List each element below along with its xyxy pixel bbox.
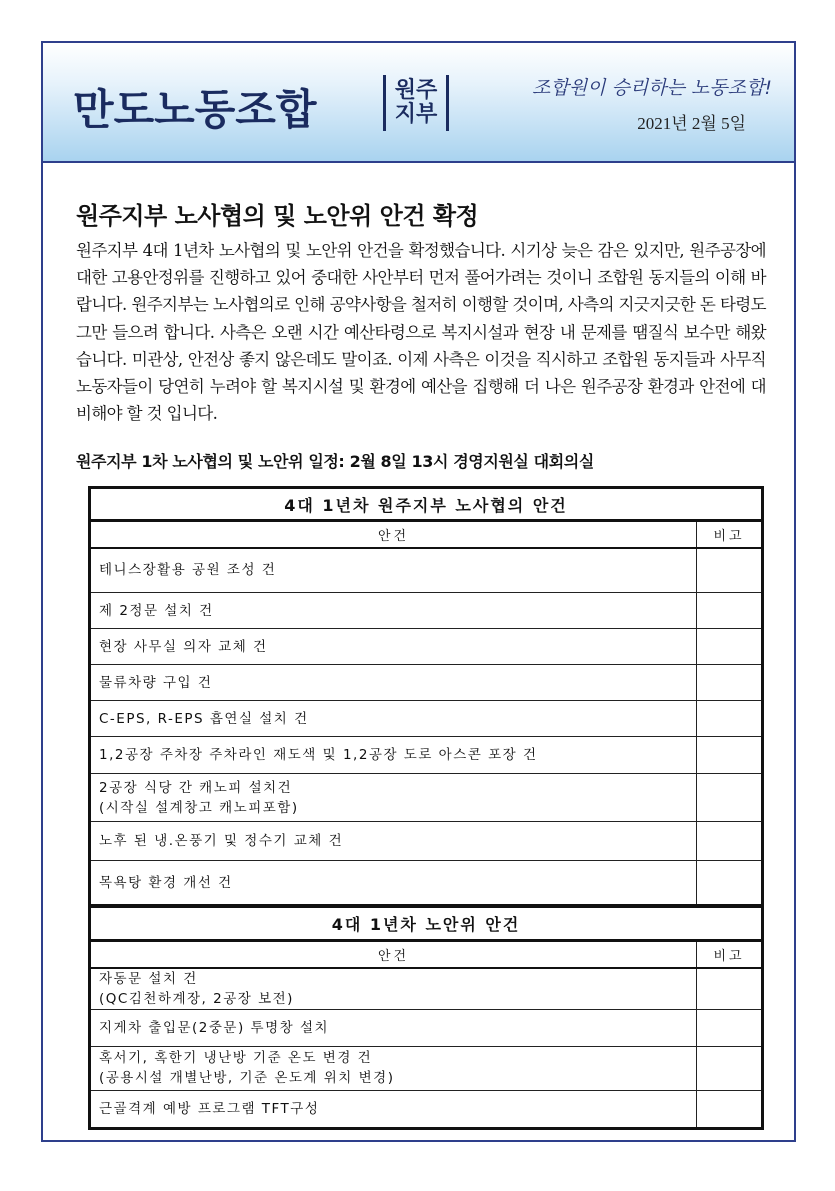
branch-badge bbox=[383, 75, 449, 131]
table-row bbox=[90, 822, 763, 861]
issue-date: 2021년 2월 5일 bbox=[637, 114, 746, 133]
column-header-note: 비고 bbox=[697, 941, 763, 968]
table-row bbox=[90, 1046, 763, 1090]
branch-line-2: 지부 bbox=[394, 102, 438, 127]
agenda-item: 테니스장활용 공원 조성 건 bbox=[90, 548, 697, 593]
table-header-row bbox=[90, 521, 763, 548]
agenda-item: 제 2정문 설치 건 bbox=[90, 593, 697, 629]
note-cell bbox=[697, 822, 763, 861]
article-body: 원주지부 4대 1년차 노사협의 및 노안위 안건을 확정했습니다. 시기상 늦은 감은 있지만, 원주공장에 대한 고용안정위를 진행하고 있어 중대한 사안부터 먼저 풀어가려는 것이니 조합원 동지들의 이해 바랍니다. 원주지부는 노사협의로 인해 공약사항을 철저히 이행할 것이며, 사측의 지긋지긋한 돈 타령도 그만 들으려 합니다. 사측은 오랜 시간 예산타령으로 복지시설과 현장 내 문제를 땜질식 보수만 해왔습니다. 미관상, 안전상 좋지 않은데도 말이죠. 이제 사측은 이것을 직시하고 조합원 동지들과 사무직 노동자들이 당연히 누려야 할 복지시설 및 환경에 예산을 집행해 더 나은 원주공장 환경과 안전에 대비해야 할 것 입니다. bbox=[76, 241, 766, 424]
agenda-item: 1,2공장 주차장 주차라인 재도색 및 1,2공장 도로 아스콘 포장 건 bbox=[90, 737, 697, 774]
note-cell bbox=[697, 701, 763, 737]
column-header-note: 비고 bbox=[697, 521, 763, 548]
note-cell bbox=[697, 1046, 763, 1090]
agenda-item: 물류차량 구입 건 bbox=[90, 665, 697, 701]
column-header-item: 안건 bbox=[90, 941, 697, 968]
labor-management-agenda-table bbox=[88, 486, 764, 907]
article-title: 원주지부 노사협의 및 노안위 안건 확정 bbox=[76, 202, 479, 230]
column-header-item: 안건 bbox=[90, 521, 697, 548]
table-header-row bbox=[90, 941, 763, 968]
agenda-item: 노후 된 냉.온풍기 및 정수기 교체 건 bbox=[90, 822, 697, 861]
agenda-item: 목욕탕 환경 개선 건 bbox=[90, 861, 697, 906]
note-cell bbox=[697, 774, 763, 822]
agenda-item: 현장 사무실 의자 교체 건 bbox=[90, 629, 697, 665]
table-row bbox=[90, 861, 763, 906]
union-name: 만도노동조합 bbox=[73, 85, 317, 134]
agenda-item: 근골격계 예방 프로그램 TFT구성 bbox=[90, 1090, 697, 1128]
table-row bbox=[90, 548, 763, 593]
note-cell bbox=[697, 1090, 763, 1128]
note-cell bbox=[697, 861, 763, 906]
note-cell bbox=[697, 548, 763, 593]
note-cell bbox=[697, 737, 763, 774]
note-cell bbox=[697, 665, 763, 701]
table-row bbox=[90, 1009, 763, 1046]
table-caption-row bbox=[90, 488, 763, 521]
note-cell bbox=[697, 968, 763, 1010]
branch-name bbox=[393, 79, 439, 127]
table-caption-row bbox=[90, 907, 763, 941]
slogan: 조합원이 승리하는 노동조합! bbox=[532, 77, 772, 99]
agenda-item: 혹서기, 혹한기 냉난방 기준 온도 변경 건 (공용시설 개별난방, 기준 온도계 위치 변경) bbox=[90, 1046, 697, 1090]
table-caption: 4대 1년차 노안위 안건 bbox=[90, 907, 763, 941]
table-row bbox=[90, 774, 763, 822]
safety-committee-agenda-table bbox=[88, 905, 764, 1130]
table-row bbox=[90, 593, 763, 629]
page-frame bbox=[41, 41, 796, 1142]
note-cell bbox=[697, 629, 763, 665]
table-row bbox=[90, 701, 763, 737]
note-cell bbox=[697, 1009, 763, 1046]
note-cell bbox=[697, 593, 763, 629]
branch-line-1: 원주 bbox=[394, 78, 438, 103]
table-row bbox=[90, 737, 763, 774]
table-row bbox=[90, 629, 763, 665]
table-row bbox=[90, 665, 763, 701]
table-caption: 4대 1년차 원주지부 노사협의 안건 bbox=[90, 488, 763, 521]
agenda-item: 2공장 식당 간 캐노피 설치건 (시작실 설계창고 캐노피포함) bbox=[90, 774, 697, 822]
agenda-item: C-EPS, R-EPS 흡연실 설치 건 bbox=[90, 701, 697, 737]
agenda-item: 지게차 출입문(2중문) 투명창 설치 bbox=[90, 1009, 697, 1046]
table-row bbox=[90, 1090, 763, 1128]
agenda-item: 자동문 설치 건 (QC김천하계장, 2공장 보전) bbox=[90, 968, 697, 1010]
newsletter-header bbox=[43, 43, 794, 163]
table-row bbox=[90, 968, 763, 1010]
meeting-schedule: 원주지부 1차 노사협의 및 노안위 일정: 2월 8일 13시 경영지원실 대회의실 bbox=[76, 452, 594, 471]
